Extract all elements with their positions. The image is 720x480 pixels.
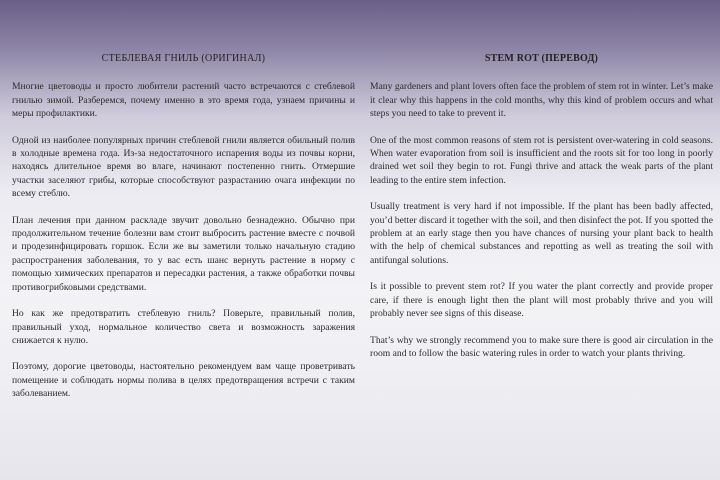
translation-paragraph: Many gardeners and plant lovers often face the problem of stem rot in winter. Let’s make it clear why this happens in the cold months, why this kind of problem occurs and what steps you need to take to prevent it.	[370, 81, 713, 120]
translation-paragraph: One of the most common reasons of stem rot is persistent over-watering in cold seasons. When water evaporation from soil is insufficient and the roots sit for too long in poorly drained wet soil they begin to rot. Fungi thrive and attack the weak parts of the plant leading to the entire stem infection.	[370, 134, 713, 186]
translation-paragraph: Is it possible to prevent stem rot? If you water the plant correctly and provide proper care, if there is enough light then the plant will most probably thrive and you will probably never see signs of this disease.	[370, 281, 713, 320]
translation-column	[370, 52, 713, 373]
original-title: СТЕБЛЕВАЯ ГНИЛЬ (ОРИГИНАЛ)	[101, 53, 266, 64]
original-paragraph: Одной из наиболее популярных причин стеблевой гнили является обильный полив в холодные времена года. Из-за недостаточного испарения воды из почвы корни, находясь длительное время во влаге, начинают постепенно гнить. Отмершие участки заселяют грибы, которые способствуют разрастанию очага инфекции по всему стеблю.	[12, 134, 355, 200]
original-paragraph: Поэтому, дорогие цветоводы, настоятельно рекомендуем вам чаще проветривать помещение и соблюдать нормы полива в целях предотвращения встречи с таким заболеванием.	[12, 361, 355, 400]
original-paragraph: Многие цветоводы и просто любители растений часто встречаются с стеблевой гнилью зимой. Разберемся, почему именно в это время года, узнаем причины и меры профилактики.	[12, 81, 355, 120]
original-paragraph: Но как же предотвратить стеблевую гниль? Поверьте, правильный полив, правильный уход, нормальное количество света и возможность заражения снижается к нулю.	[12, 308, 355, 346]
translation-title: STEM ROT (ПЕРЕВОД)	[484, 53, 599, 64]
translation-paragraph: That’s why we strongly recommend you to make sure there is good air circulation in the room and to follow the basic watering rules in order to watch your plants thriving.	[370, 334, 713, 359]
translation-paragraph: Usually treatment is very hard if not impossible. If the plant has been badly affected, you’d better discard it together with the soil, and then disinfect the pot. If you spotted the problem at an early stage then you have chances of nursing your plant back to health with the help of chemical substances and repotting as well as treating the soil with antifungal solutions.	[370, 201, 713, 266]
original-column	[12, 52, 355, 414]
original-paragraph: План лечения при данном раскладе звучит довольно безнадежно. Обычно при продолжительном течение болезни вам стоит выбросить растение вместе с почвой и продезинфицировать горшок. Если же вы заметили только начальную стадию распространения заболевания, то у вас есть шанс вернуть растение в норму с помощью химических препаратов и пересадки растения, а также обработки почвы противогрибковыми средствами.	[12, 214, 355, 293]
